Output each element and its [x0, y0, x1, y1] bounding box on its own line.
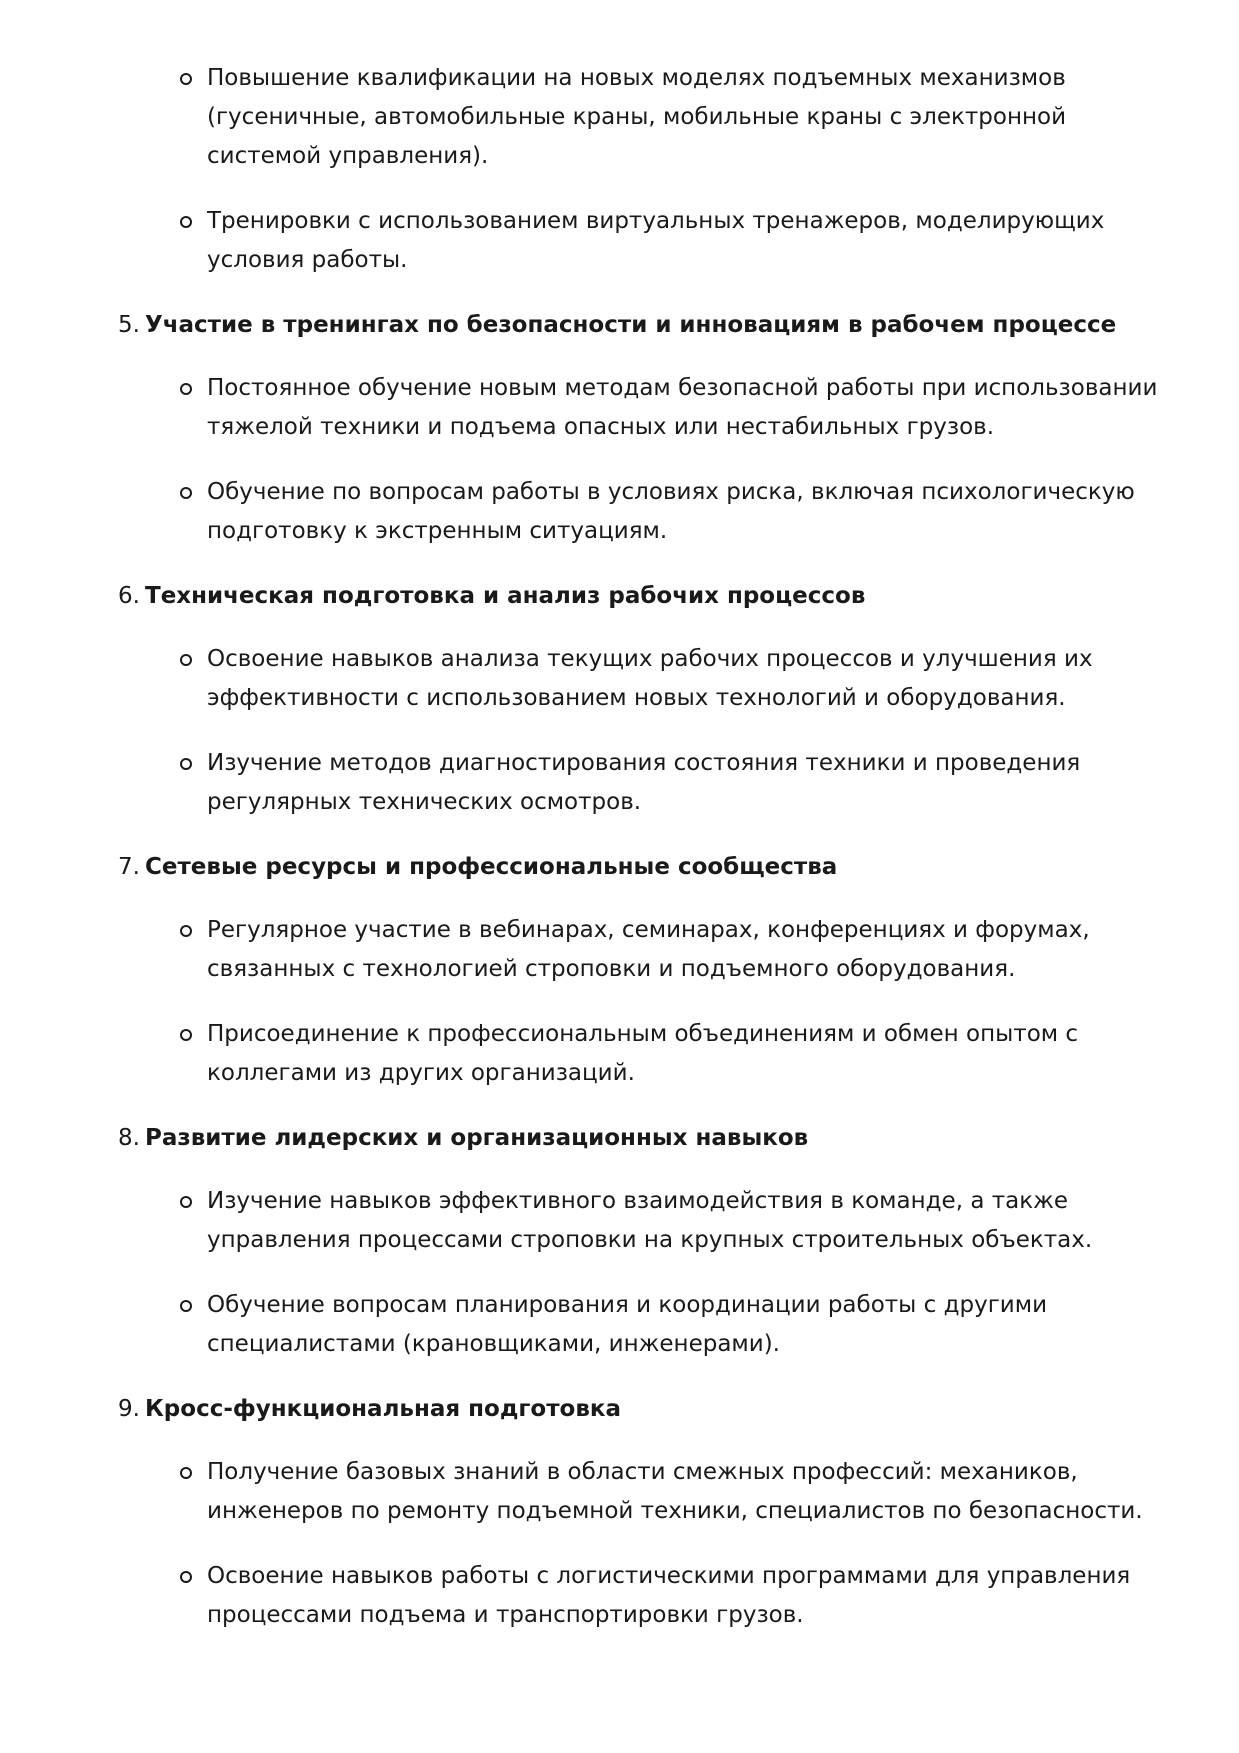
section-title: Развитие лидерских и организационных навыков [145, 1125, 809, 1151]
section-heading [0, 848, 1239, 887]
list-item: Регулярное участие в вебинарах, семинарах, конференциях и форумах, связанных с технологией строповки и подъемного оборудования. [0, 911, 1239, 989]
list-item: Тренировки с использованием виртуальных тренажеров, моделирующих условия работы. [0, 202, 1239, 280]
section-number: 9. [118, 1396, 140, 1422]
section-number: 8. [118, 1125, 140, 1151]
section-9 [0, 1390, 1239, 1635]
section-bullet-list [0, 911, 1239, 1093]
list-item: Присоединение к профессиональным объединениям и обмен опытом с коллегами из других организаций. [0, 1015, 1239, 1093]
list-item: Повышение квалификации на новых моделях подъемных механизмов (гусеничные, автомобильные краны, мобильные краны с электронной системой управления). [0, 59, 1239, 176]
section-bullet-list [0, 640, 1239, 822]
section-bullet-list [0, 1453, 1239, 1635]
section-8 [0, 1119, 1239, 1364]
list-item: Изучение методов диагностирования состояния техники и проведения регулярных технических осмотров. [0, 744, 1239, 822]
list-item: Изучение навыков эффективного взаимодействия в команде, а также управления процессами строповки на крупных строительных объектах. [0, 1182, 1239, 1260]
section-7 [0, 848, 1239, 1093]
list-item: Освоение навыков анализа текущих рабочих процессов и улучшения их эффективности с использованием новых технологий и оборудования. [0, 640, 1239, 718]
section-heading [0, 577, 1239, 616]
section-bullet-list [0, 369, 1239, 551]
section-title: Сетевые ресурсы и профессиональные сообщества [145, 854, 838, 880]
list-item: Получение базовых знаний в области смежных профессий: механиков, инженеров по ремонту подъемной техники, специалистов по безопасности. [0, 1453, 1239, 1531]
list-item: Освоение навыков работы с логистическими программами для управления процессами подъема и транспортировки грузов. [0, 1557, 1239, 1635]
section-heading [0, 306, 1239, 345]
document-content [0, 59, 1239, 1661]
section-title: Участие в тренингах по безопасности и инновациям в рабочем процессе [145, 312, 1117, 338]
section-number: 6. [118, 583, 140, 609]
section-number: 7. [118, 854, 140, 880]
section-heading [0, 1390, 1239, 1429]
section-5 [0, 306, 1239, 551]
section-title: Кросс-функциональная подготовка [145, 1396, 622, 1422]
section-number: 5. [118, 312, 140, 338]
section-heading [0, 1119, 1239, 1158]
list-item: Обучение по вопросам работы в условиях риска, включая психологическую подготовку к экстренным ситуациям. [0, 473, 1239, 551]
section-6 [0, 577, 1239, 822]
list-item: Обучение вопросам планирования и координации работы с другими специалистами (крановщиками, инженерами). [0, 1286, 1239, 1364]
section-title: Техническая подготовка и анализ рабочих процессов [145, 583, 866, 609]
list-item: Постоянное обучение новым методам безопасной работы при использовании тяжелой техники и подъема опасных или нестабильных грузов. [0, 369, 1239, 447]
intro-bullet-list [0, 59, 1239, 280]
section-bullet-list [0, 1182, 1239, 1364]
